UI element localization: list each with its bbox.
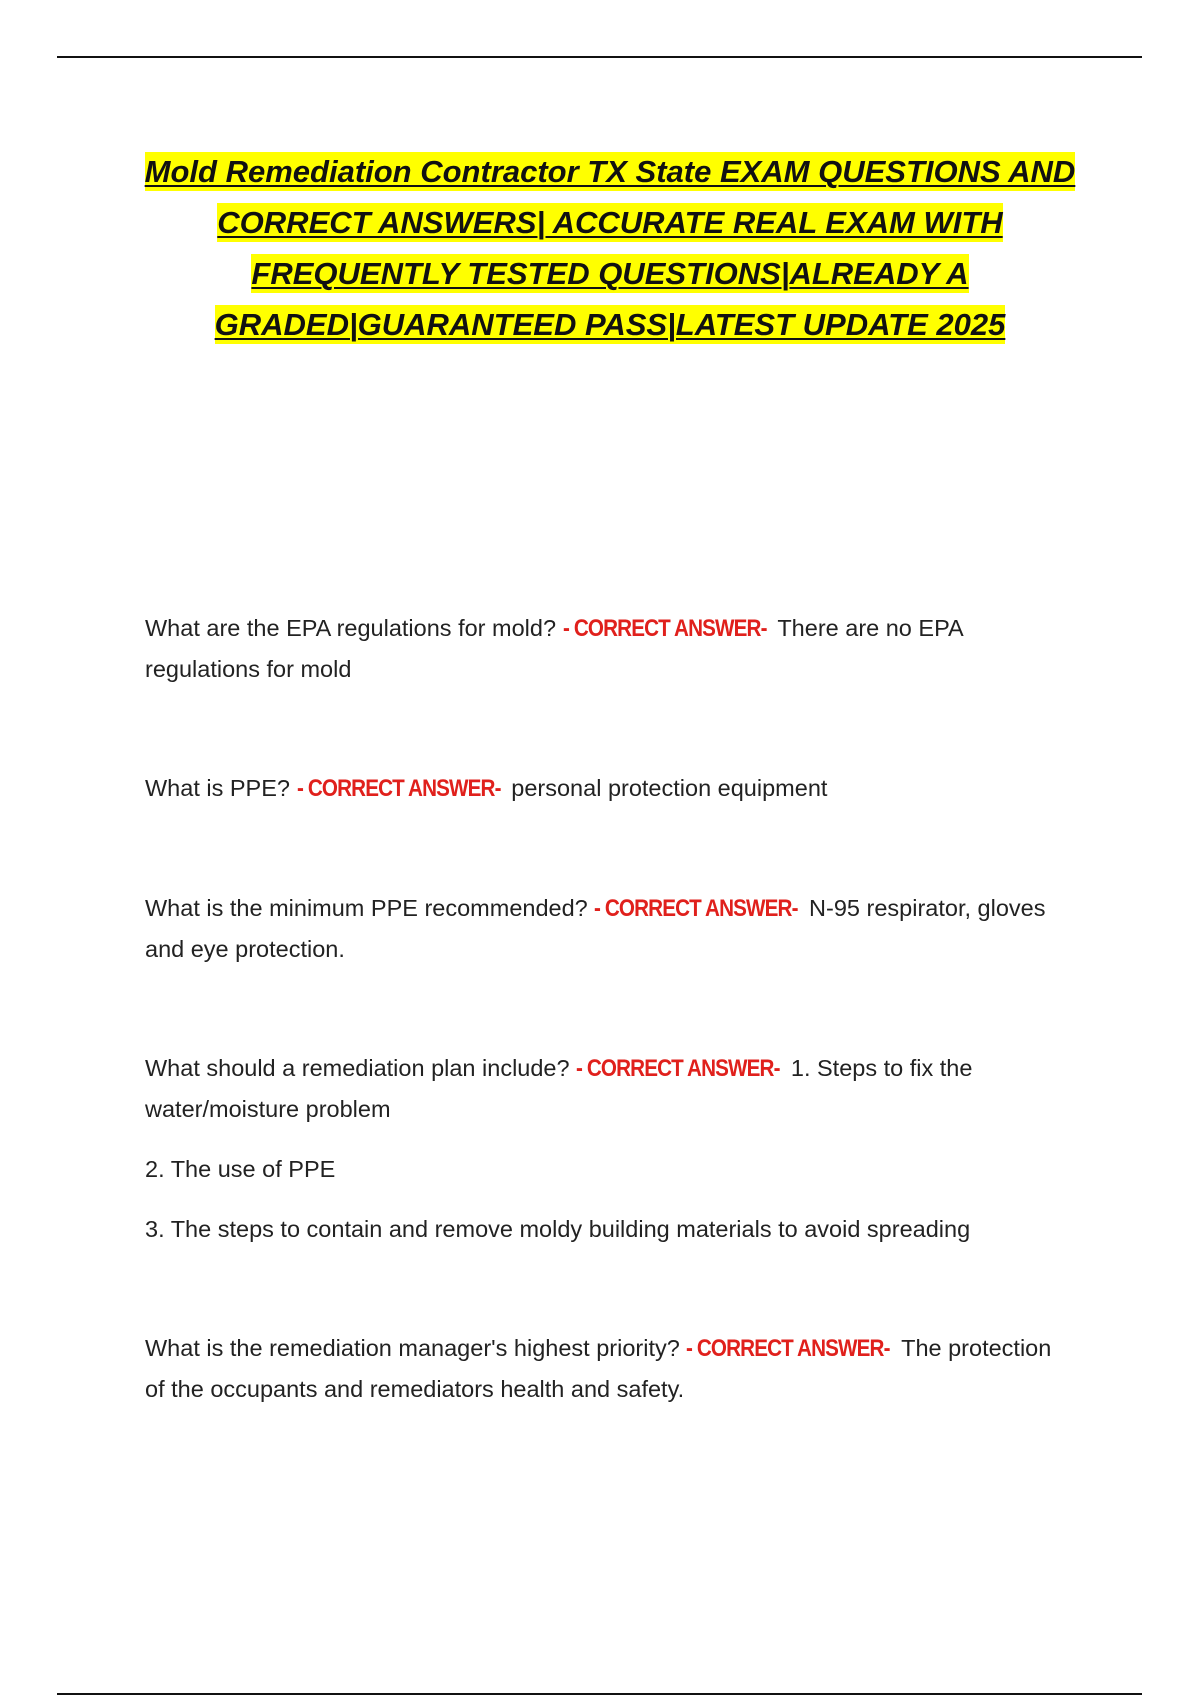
answer-list-item: 3. The steps to contain and remove moldy building materials to avoid spreading <box>145 1216 971 1242</box>
correct-answer-label: - CORRECT ANSWER- <box>296 775 501 802</box>
correct-answer-label: - CORRECT ANSWER- <box>576 1055 780 1082</box>
answer-text: The protection of the occupants and remediators health and safety. <box>145 1335 1052 1402</box>
correct-answer-label: - CORRECT ANSWER- <box>594 895 798 922</box>
question-text: What is PPE? <box>145 775 297 801</box>
qa-paragraph <box>145 608 1065 689</box>
question-text: What is the remediation manager's highest priority? <box>145 1335 687 1361</box>
title-line-3: FREQUENTLY TESTED QUESTIONS|ALREADY A <box>251 256 969 291</box>
qa-paragraph <box>145 1328 1065 1409</box>
question-text: What are the EPA regulations for mold? <box>145 615 563 641</box>
title-line-1: Mold Remediation Contractor TX State EXAM QUESTIONS AND <box>144 154 1076 189</box>
title-line-4: GRADED|GUARANTEED PASS|LATEST UPDATE 2025 <box>214 307 1006 342</box>
qa-item <box>145 768 1065 809</box>
qa-paragraph <box>145 888 1065 969</box>
answer-list-item: 2. The use of PPE <box>145 1156 336 1182</box>
answer-text: There are no EPA regulations for mold <box>145 615 963 682</box>
footer-rule <box>57 1693 1142 1695</box>
qa-item <box>145 888 1065 969</box>
header-rule <box>57 56 1142 58</box>
question-text: What should a remediation plan include? <box>145 1055 577 1081</box>
answer-text: N-95 respirator, gloves and eye protection. <box>145 895 1046 962</box>
correct-answer-label: - CORRECT ANSWER- <box>562 615 767 642</box>
title-line-2: CORRECT ANSWERS| ACCURATE REAL EXAM WITH <box>217 205 1003 240</box>
qa-item <box>145 1328 1065 1409</box>
qa-paragraph <box>145 768 1065 809</box>
qa-paragraph <box>145 1048 1065 1129</box>
correct-answer-label: - CORRECT ANSWER- <box>686 1335 890 1362</box>
question-text: What is the minimum PPE recommended? <box>145 895 595 921</box>
answer-text: 1. Steps to fix the water/moisture problem <box>145 1055 973 1122</box>
answer-text: personal protection equipment <box>511 775 828 801</box>
document-title <box>130 146 1090 350</box>
qa-item <box>145 608 1065 689</box>
qa-item <box>145 1048 1065 1249</box>
